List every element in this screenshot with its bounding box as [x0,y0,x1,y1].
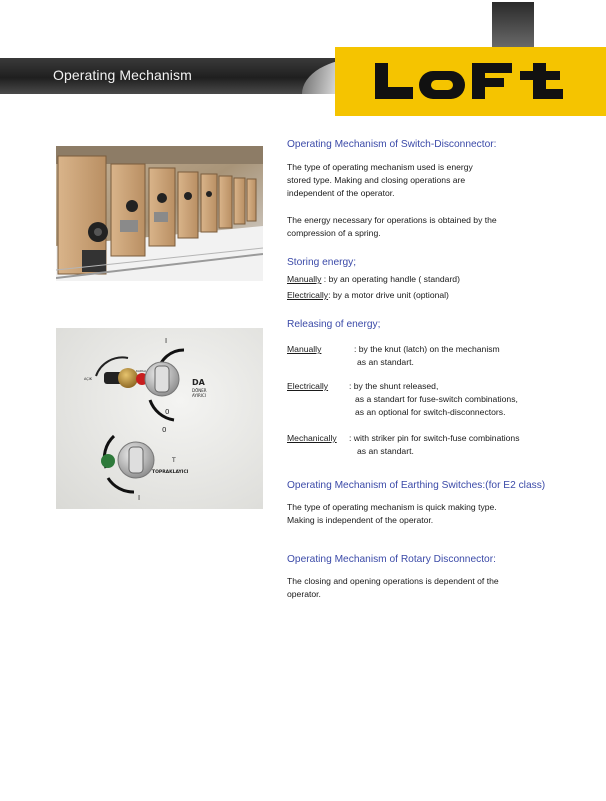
heading-storing-energy: Storing energy; [287,257,357,268]
heading-releasing-energy: Releasing of energy; [287,319,381,330]
storing-manually-text: : by an operating handle ( standard) [321,274,460,284]
panel-label-kapali: KAPALI [136,369,147,373]
panel-label-t: T [172,457,176,464]
logo [335,47,606,116]
storing-electrically-text: : by a motor drive unit (optional) [328,290,449,300]
panel-label-da-sub2: AYIRICI [192,393,206,398]
header-dark-square [492,2,534,48]
paragraph-line: Making is independent of the operator. [287,515,434,525]
paragraph-line: operator. [287,589,321,599]
releasing-electrically-line: : by the shunt released, [349,381,439,391]
paragraph-line: The type of operating mechanism used is energy [287,162,473,172]
storing-electrically-row [287,289,449,302]
heading-rotary-disconnector: Operating Mechanism of Rotary Disconnector: [287,554,496,565]
paragraph-line: independent of the operator. [287,188,395,198]
releasing-mechanically-line: as an standart. [357,446,414,456]
paragraph-line: stored type. Making and closing operations are [287,175,466,185]
releasing-electrically-line: as an optional for switch-disconnectors. [355,407,506,417]
releasing-mechanically-line: : with striker pin for switch-fuse combinations [349,433,520,443]
paragraph-line: compression of a spring. [287,228,381,238]
paragraph-line: The type of operating mechanism is quick making type. [287,502,497,512]
panel-label-da: DA [192,378,205,387]
releasing-mechanically-label: Mechanically [287,433,337,443]
panel-label-topraklayici: TOPRAKLAYICI [152,470,189,475]
releasing-electrically-line: as a standart for fuse-switch combinations, [355,394,518,404]
releasing-manually-line: : by the knut (latch) on the mechanism [354,344,500,354]
heading-switch-disconnector: Operating Mechanism of Switch-Disconnector: [287,139,497,150]
paragraph-line: The closing and opening operations is dependent of the [287,576,499,586]
releasing-manually-label: Manually [287,344,322,354]
paragraph-line: The energy necessary for operations is obtained by the [287,215,497,225]
storing-manually-row [287,273,460,286]
releasing-manually-line: as an standart. [357,357,414,367]
panel-label-middle-symbol: 0 [165,408,170,416]
heading-earthing-switches: Operating Mechanism of Earthing Switches:(for E2 class) [287,480,546,491]
storing-electrically-label: Electrically [287,290,329,300]
control-panel-photo [56,328,263,509]
page-title: Operating Mechanism [53,67,192,83]
loft-logo-mark [375,63,571,103]
panel-label-top-symbol: I [165,337,168,345]
releasing-electrically-label: Electrically [287,381,329,391]
panel-label-earth-symbol: 0 [162,426,167,434]
switchgear-photo [56,146,263,281]
panel-label-bottom-symbol: I [138,494,141,502]
panel-label-da-sub1: DÖNER [192,388,207,393]
storing-manually-label: Manually [287,274,322,284]
panel-label-acik: AÇIK [84,377,93,381]
